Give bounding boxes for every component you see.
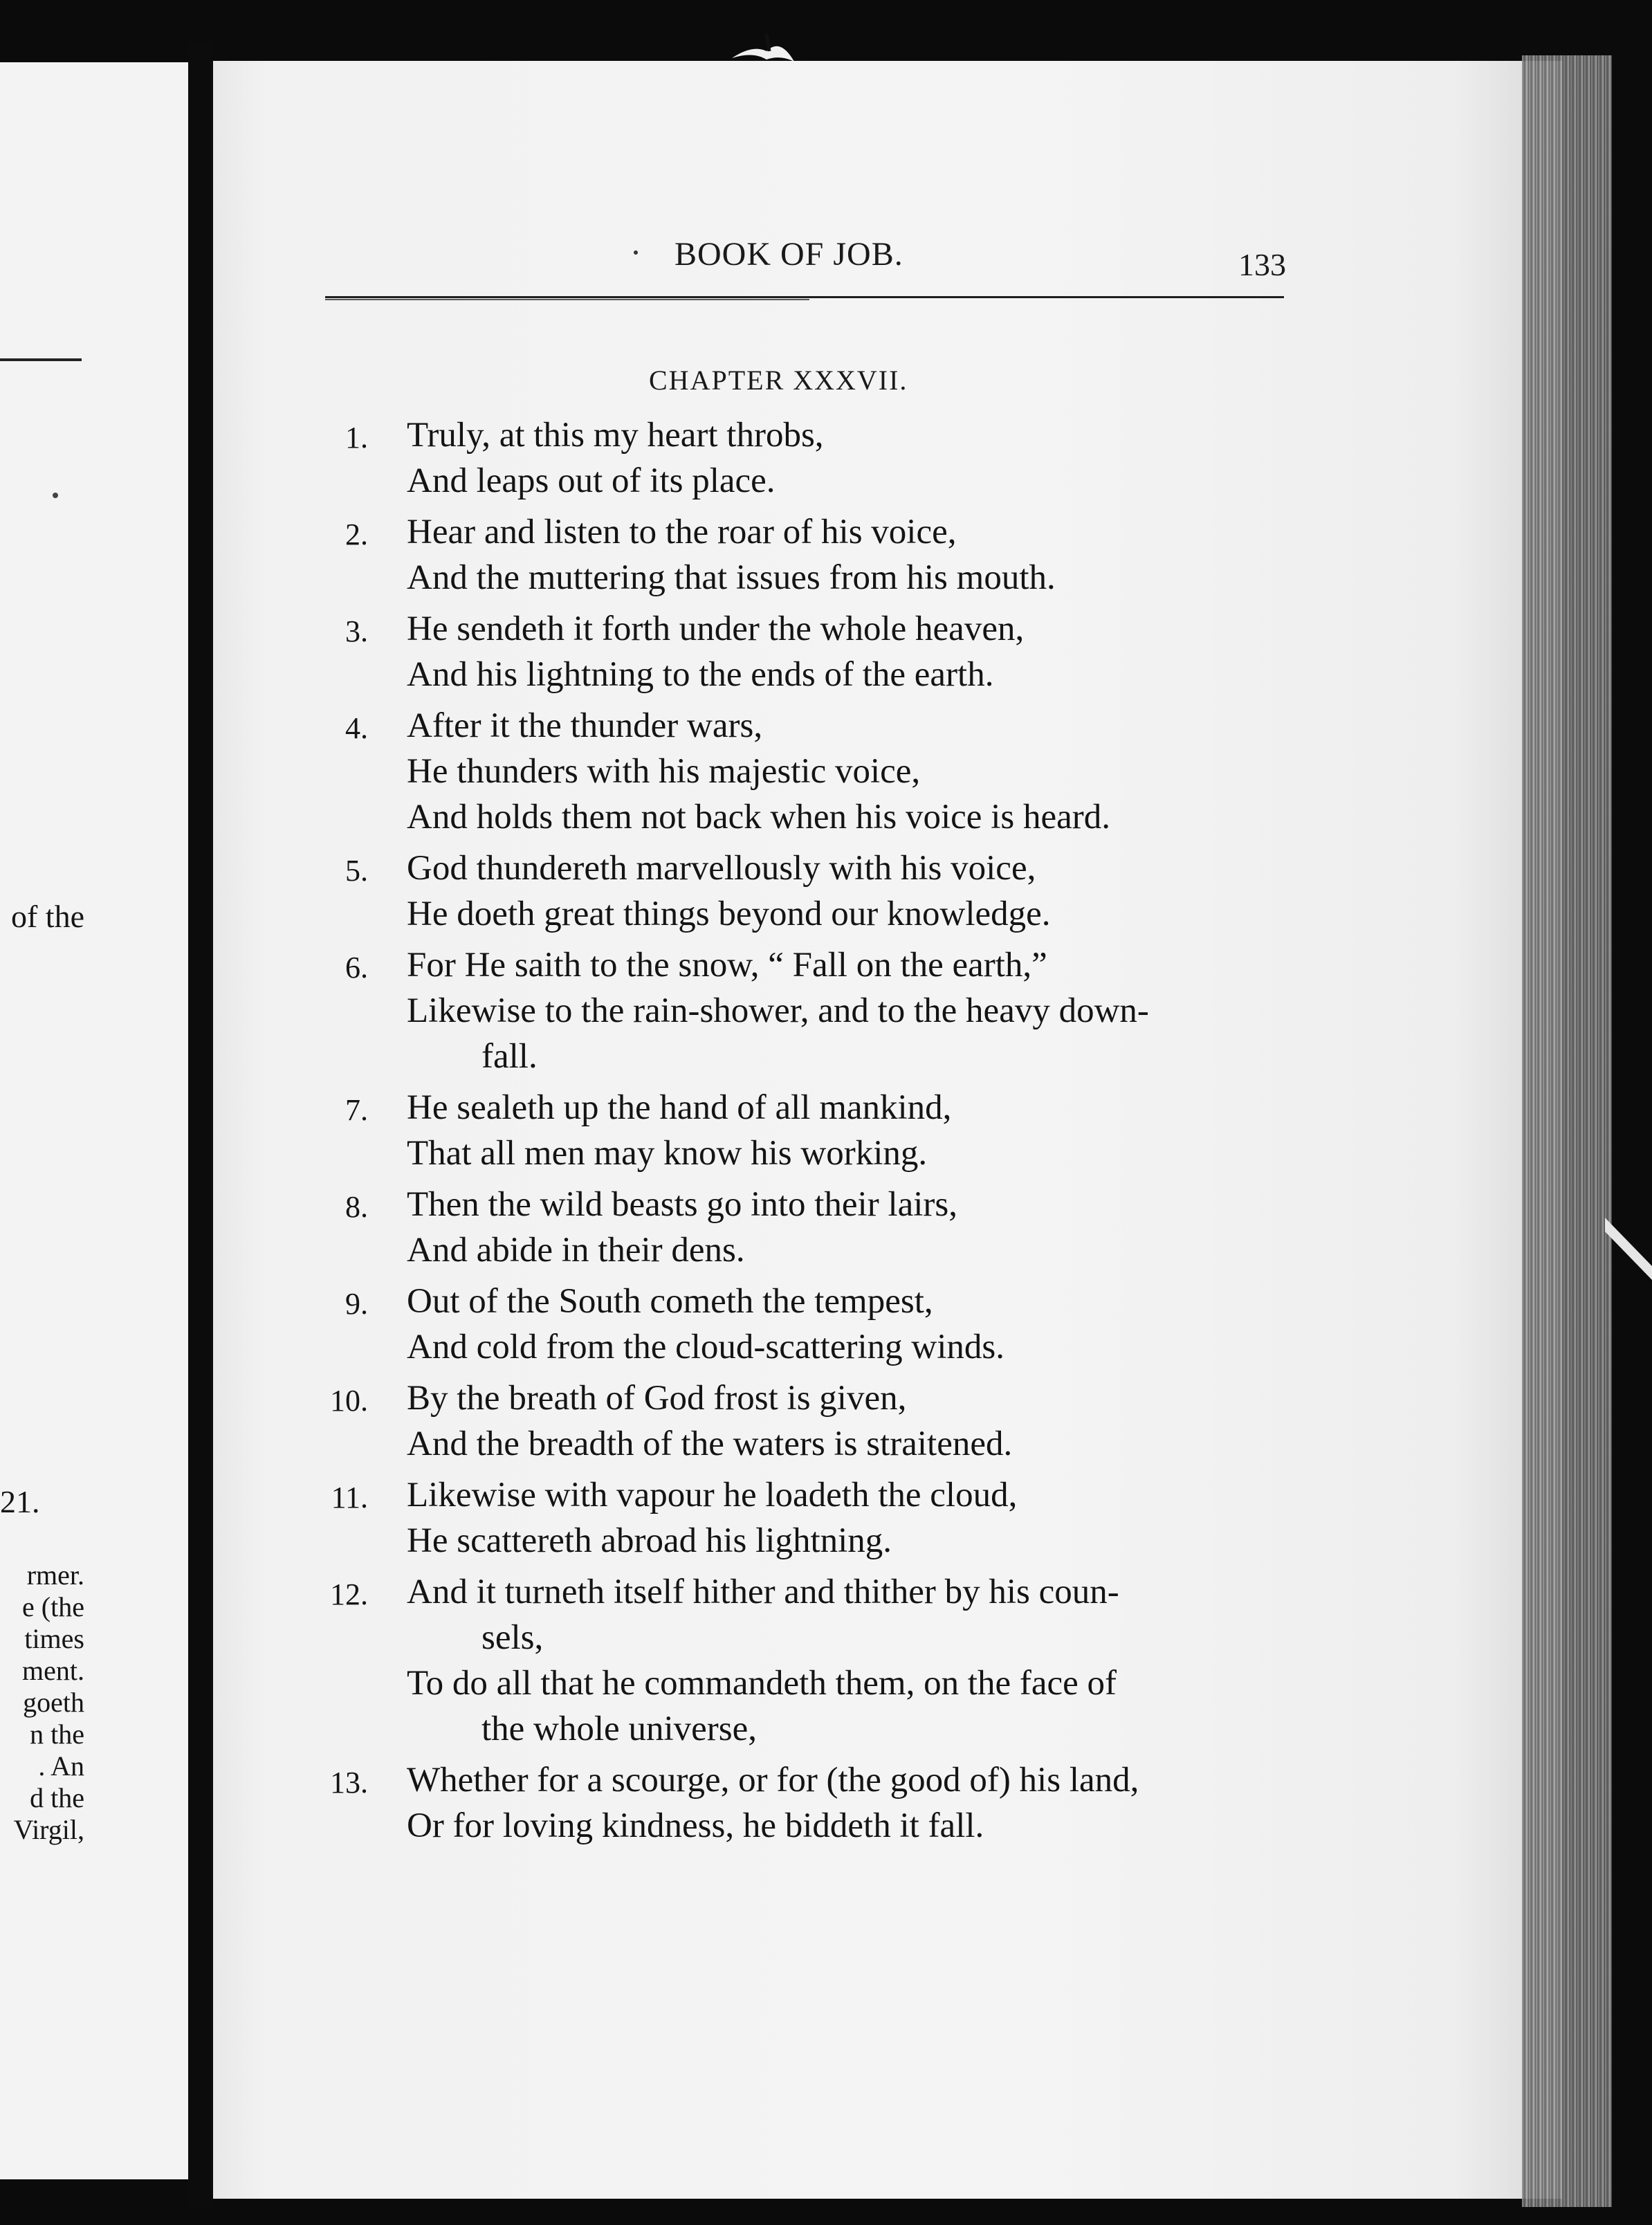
verse: [304, 1472, 1287, 1564]
scan-artifact-icon: [1605, 1218, 1652, 1280]
page-edges: [1522, 55, 1612, 2207]
verse: [304, 703, 1287, 840]
scan-artifact-icon: [725, 30, 808, 79]
verse-number: 3.: [345, 614, 368, 648]
verse: [304, 1085, 1287, 1176]
verse-number: 11.: [331, 1481, 368, 1514]
verse-line: And holds them not back when his voice is heard.: [407, 798, 1110, 836]
left-page-fragment-line: ment.: [22, 1655, 84, 1686]
verse-number: 6.: [345, 951, 368, 985]
left-page-fragment-line: Virgil,: [13, 1814, 84, 1845]
verse-line: He scattereth abroad his lightning.: [407, 1521, 892, 1560]
verse: [304, 1375, 1287, 1467]
book-gutter: [188, 42, 213, 2207]
verse: [304, 1182, 1287, 1273]
verse-line: And the breadth of the waters is straitened.: [407, 1425, 1013, 1463]
verse-line: God thundereth marvellously with his voice,: [407, 849, 1036, 888]
verse-line: And it turneth itself hither and thither by his coun-: [407, 1573, 1119, 1611]
verse-line: To do all that he commandeth them, on the face of: [407, 1664, 1117, 1703]
header-rule-shadow: [325, 299, 809, 300]
verse-line: He sealeth up the hand of all mankind,: [407, 1088, 952, 1127]
verse: [304, 606, 1287, 697]
verse-line: Then the wild beasts go into their lairs,: [407, 1185, 958, 1224]
header-rule: [325, 296, 1284, 298]
verse-line: He thunders with his majestic voice,: [407, 752, 921, 791]
verse-line: Hear and listen to the roar of his voice,: [407, 513, 957, 551]
verse-number: 13.: [330, 1766, 368, 1800]
verse-line: Likewise to the rain-shower, and to the heavy down-: [407, 991, 1149, 1030]
left-page-fragment-line: . An: [38, 1750, 84, 1782]
verse-number: 2.: [345, 518, 368, 551]
verse-number: 7.: [345, 1093, 368, 1127]
running-head-mark: [634, 250, 638, 255]
verse-line: And leaps out of its place.: [407, 461, 775, 500]
verse-line: That all men may know his working.: [407, 1134, 928, 1173]
verse-line: By the breath of God frost is given,: [407, 1379, 907, 1418]
left-page-fragment-line: e (the: [22, 1591, 84, 1622]
running-head: BOOK OF JOB.: [674, 236, 903, 273]
left-page-fragment-line: goeth: [23, 1687, 84, 1718]
verse-line-continuation: fall.: [481, 1037, 538, 1076]
left-page-rule: [0, 358, 82, 361]
verse-number: 9.: [345, 1287, 368, 1321]
left-page-fragment-line: d the: [30, 1782, 84, 1813]
left-page-fragment-line: times: [24, 1623, 84, 1654]
verse-line: After it the thunder wars,: [407, 706, 763, 745]
verse-number: 1.: [345, 421, 368, 455]
verse-line: For He saith to the snow, “ Fall on the earth,”: [407, 946, 1047, 985]
verse-line: He doeth great things beyond our knowledge.: [407, 895, 1051, 933]
verse-number: 5.: [345, 854, 368, 888]
left-page-fragment-line: n the: [30, 1719, 84, 1750]
left-page-fragment-lines: [0, 1559, 84, 1846]
verse: [304, 412, 1287, 504]
verse-number: 10.: [330, 1384, 368, 1418]
left-page-fragment: [0, 62, 188, 2179]
edge-shadow: [1612, 42, 1652, 2225]
left-page-fragment-number: 21.: [0, 1484, 40, 1519]
verse-list: [304, 412, 1287, 1854]
verse: [304, 1569, 1287, 1752]
verse-number: 8.: [345, 1190, 368, 1224]
verse: [304, 845, 1287, 937]
verse-line: Likewise with vapour he loadeth the cloud,: [407, 1476, 1018, 1514]
verse: [304, 1757, 1287, 1849]
page-number: 133: [1238, 247, 1286, 282]
verse-number: 4.: [345, 711, 368, 745]
verse: [304, 942, 1287, 1079]
verse-line: And his lightning to the ends of the earth.: [407, 655, 994, 694]
verse-line-continuation: the whole universe,: [481, 1710, 757, 1748]
verse-line: Out of the South cometh the tempest,: [407, 1282, 933, 1321]
left-page-fragment-line: rmer.: [26, 1559, 84, 1591]
left-page-fragment-text: of the: [10, 899, 84, 934]
verse-line: He sendeth it forth under the whole heaven,: [407, 610, 1025, 648]
verse-line: And the muttering that issues from his mouth.: [407, 558, 1056, 597]
verse-line-continuation: sels,: [481, 1618, 544, 1657]
verse: [304, 509, 1287, 601]
verse-line: And abide in their dens.: [407, 1231, 745, 1270]
left-page-mark: [53, 493, 58, 498]
verse: [304, 1279, 1287, 1370]
chapter-title: CHAPTER XXXVII.: [649, 365, 908, 396]
verse-line: Or for loving kindness, he biddeth it fall.: [407, 1806, 984, 1845]
verse-number: 12.: [330, 1577, 368, 1611]
verse-line: Whether for a scourge, or for (the good of) his land,: [407, 1761, 1139, 1800]
verse-line: And cold from the cloud-scattering winds.: [407, 1328, 1004, 1366]
verse-line: Truly, at this my heart throbs,: [407, 416, 824, 455]
